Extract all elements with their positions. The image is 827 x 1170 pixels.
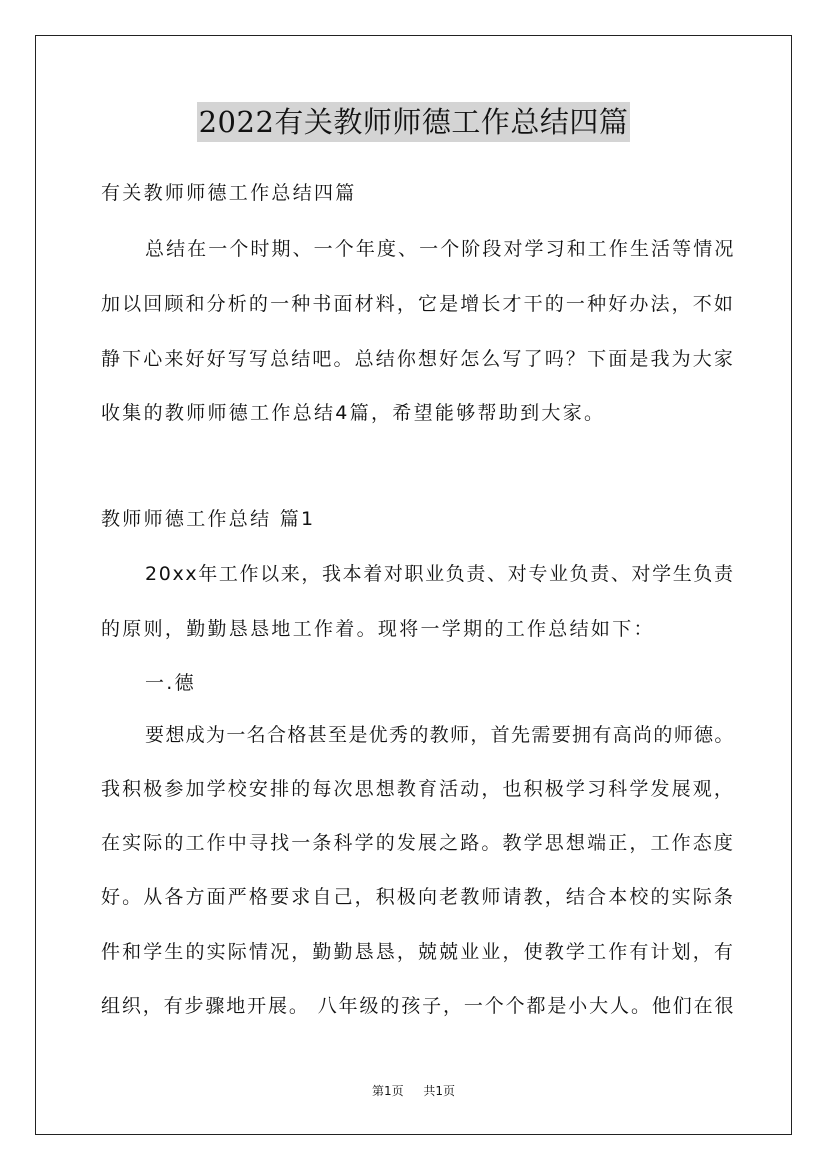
document-title: 2022有关教师师德工作总结四篇 (197, 102, 631, 142)
title-container (0, 102, 827, 142)
body-line: 我积极参加学校安排的每次思想教育活动，也积极学习科学发展观， (101, 778, 736, 800)
intro-line: 加以回顾和分析的一种书面材料，它是增长才干的一种好办法，不如 (101, 293, 736, 315)
body-line: 组织，有步骤地开展。 八年级的孩子，一个个都是小大人。他们在很 (101, 995, 736, 1017)
document-subtitle: 有关教师师德工作总结四篇 (101, 182, 357, 204)
body-line: 的原则，勤勤恳恳地工作着。现将一学期的工作总结如下： (101, 618, 655, 640)
subsection-heading: 一.德 (145, 672, 196, 694)
intro-line: 总结在一个时期、一个年度、一个阶段对学习和工作生活等情况 (145, 238, 736, 260)
body-line: 20xx年工作以来，我本着对职业负责、对专业负责、对学生负责 (145, 563, 735, 585)
page-total: 共1页 (423, 1084, 455, 1098)
body-line: 要想成为一名合格甚至是优秀的教师，首先需要拥有高尚的师德。 (145, 724, 735, 746)
page-number: 第1页 (372, 1084, 404, 1098)
intro-line: 静下心来好好写写总结吧。总结你想好怎么写了吗？下面是我为大家 (101, 348, 736, 370)
intro-line: 收集的教师师德工作总结4篇，希望能够帮助到大家。 (101, 402, 606, 424)
body-line: 好。从各方面严格要求自己，积极向老教师请教，结合本校的实际条 (101, 886, 736, 908)
body-line: 在实际的工作中寻找一条科学的发展之路。教学思想端正，工作态度 (101, 832, 736, 854)
page-footer (0, 1082, 827, 1100)
section-heading: 教师师德工作总结 篇1 (101, 508, 316, 530)
body-line: 件和学生的实际情况，勤勤恳恳，兢兢业业，使教学工作有计划，有 (101, 941, 736, 963)
